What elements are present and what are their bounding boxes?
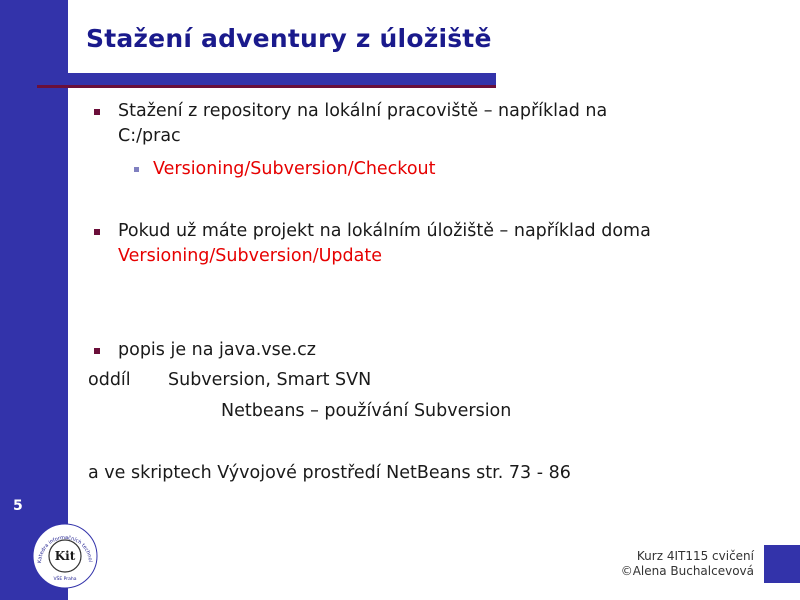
bullet-item-download bbox=[118, 99, 718, 149]
bullet-item-description bbox=[118, 338, 618, 363]
logo-center-text: Kit bbox=[54, 549, 76, 563]
title-underline-bar bbox=[37, 73, 496, 85]
footer-accent-bar bbox=[764, 545, 800, 583]
bullet-text-line1: Pokud už máte projekt na lokálním úložiště – například doma bbox=[118, 221, 651, 241]
kit-logo bbox=[32, 523, 98, 589]
bullet-text: popis je na java.vse.cz bbox=[118, 340, 316, 360]
section-label: oddíl bbox=[88, 370, 131, 390]
bullet-item-update bbox=[118, 219, 758, 269]
sub-bullet-checkout bbox=[153, 157, 653, 182]
footer-course: Kurz 4IT115 cvičení bbox=[636, 549, 754, 563]
bullet-square-icon bbox=[94, 109, 100, 115]
sub-bullet-text: Versioning/Subversion/Checkout bbox=[153, 159, 436, 179]
bullet-square-icon bbox=[94, 229, 100, 235]
sub-bullet-square-icon bbox=[134, 167, 139, 172]
bullet-text-line2: C:/prac bbox=[118, 126, 181, 146]
logo-bottom-text: VŠE Praha bbox=[53, 577, 77, 582]
section-line-2: Netbeans – používání Subversion bbox=[221, 401, 512, 421]
left-sidebar-band bbox=[0, 0, 68, 600]
bullet-square-icon bbox=[94, 348, 100, 354]
footer-author: ©Alena Buchalcevová bbox=[620, 564, 754, 578]
logo-ring-text: Katedra informačních technol bbox=[36, 534, 93, 564]
title-underline-rule bbox=[37, 85, 496, 88]
scripts-reference: a ve skriptech Vývojové prostředí NetBeans str. 73 - 86 bbox=[88, 463, 571, 483]
slide-title: Stažení adventury z úložiště bbox=[86, 24, 492, 53]
section-line-1: Subversion, Smart SVN bbox=[168, 370, 372, 390]
footer-credits bbox=[621, 549, 754, 579]
slide-number: 5 bbox=[13, 498, 23, 514]
bullet-text-line2: Versioning/Subversion/Update bbox=[118, 246, 382, 266]
bullet-text-line1: Stažení z repository na lokální pracoviště – například na bbox=[118, 101, 608, 121]
